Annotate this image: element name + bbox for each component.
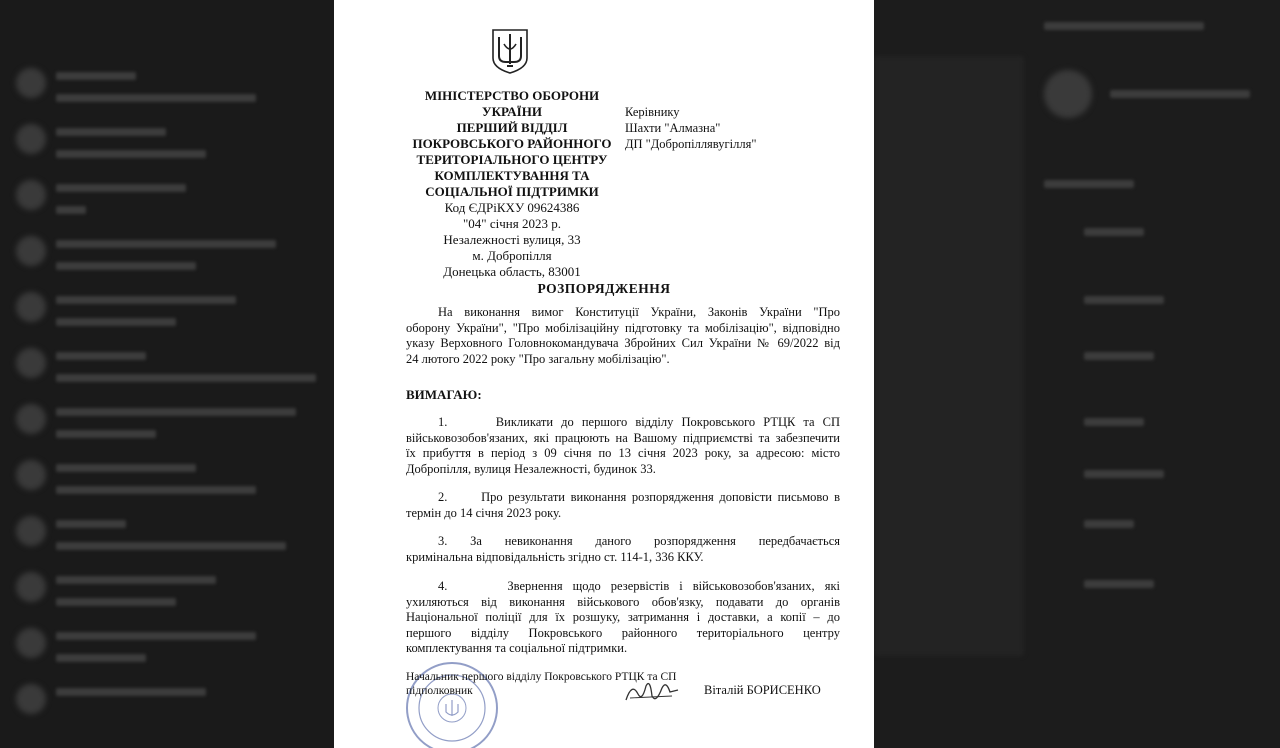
item-line: ухиляються від виконання військового обов'язку, подавати до органів: [406, 594, 840, 609]
item-line: Добропілля, вулиця Незалежності, будинок 33.: [406, 461, 656, 476]
blurred-text: [1084, 470, 1164, 478]
blurred-text: [56, 520, 126, 528]
avatar: [16, 516, 46, 546]
blurred-text: [56, 184, 186, 192]
avatar: [16, 348, 46, 378]
organization-header: [392, 88, 632, 280]
recipient-line: Шахти "Алмазна": [625, 121, 721, 135]
intro-line: 24 лютого 2022 року "Про загальну мобілізацію".: [406, 351, 670, 366]
position-line: Начальник першого відділу Покровського РТЦК та СП: [406, 671, 677, 683]
blurred-text: [56, 486, 256, 494]
org-region: Донецька область, 83001: [443, 264, 581, 279]
avatar: [16, 684, 46, 714]
item-line: Національної поліції для їх розшуку, затримання і доставки, а копії – до: [406, 610, 840, 624]
blurred-text: [1084, 352, 1154, 360]
blurred-text: [56, 654, 146, 662]
blurred-text: [56, 430, 156, 438]
org-line: СОЦІАЛЬНОЇ ПІДТРИМКИ: [425, 184, 599, 199]
blurred-right-panel: [874, 0, 1280, 748]
avatar: [16, 68, 46, 98]
blurred-text: [56, 542, 286, 550]
avatar: [16, 628, 46, 658]
blurred-text: [1084, 228, 1144, 236]
item-4: [406, 579, 840, 657]
blurred-text: [56, 150, 206, 158]
document-page: [334, 0, 874, 748]
item-1: [406, 415, 840, 477]
avatar: [16, 124, 46, 154]
blurred-text: [56, 464, 196, 472]
recipient-line: ДП "Добропіллявугілля": [625, 137, 757, 151]
org-line: ПЕРШИЙ ВІДДІЛ: [456, 120, 568, 135]
blurred-text: [1044, 180, 1134, 188]
intro-paragraph: [406, 305, 840, 367]
blurred-text: [56, 128, 166, 136]
org-street: Незалежності вулиця, 33: [443, 232, 581, 247]
blurred-text: [56, 72, 136, 80]
org-city: м. Добропілля: [472, 248, 552, 263]
blurred-text: [56, 352, 146, 360]
avatar: [1044, 70, 1092, 118]
avatar: [16, 236, 46, 266]
blurred-text: [56, 598, 176, 606]
signatory-name: Віталій БОРИСЕНКО: [704, 683, 821, 697]
trident-emblem-icon: [490, 28, 530, 74]
avatar: [16, 460, 46, 490]
item-line: термін до 14 січня 2023 року.: [406, 505, 562, 520]
org-line: ТЕРИТОРІАЛЬНОГО ЦЕНТРУ: [416, 152, 608, 167]
intro-line: На виконання вимог Конституції України, Законів України "Про: [438, 305, 840, 319]
item-3: [406, 534, 840, 565]
blurred-text: [1084, 418, 1144, 426]
blurred-sidebar: [874, 56, 1024, 656]
blurred-text: [1084, 296, 1164, 304]
item-line: 2. Про результати виконання розпорядження доповісти письмово в: [438, 490, 840, 504]
item-line: комплектування та соціальної підтримки.: [406, 641, 628, 655]
item-line: військовозобов'язаних, які працюють на Вашому підприємстві та забезпечити: [406, 430, 840, 445]
blurred-text: [1084, 580, 1154, 588]
blurred-text: [56, 296, 236, 304]
org-line: УКРАЇНИ: [482, 104, 542, 119]
blurred-text: [56, 318, 176, 326]
blurred-text: [1110, 90, 1250, 98]
demand-heading: ВИМАГАЮ:: [406, 387, 482, 402]
item-line: 4. Звернення щодо резервістів і військовозобов'язаних, які: [438, 579, 840, 593]
org-line: МІНІСТЕРСТВО ОБОРОНИ: [424, 88, 600, 103]
blurred-text: [56, 632, 256, 640]
item-line: 1. Викликати до першого відділу Покровського РТЦК та СП: [438, 415, 840, 429]
item-line: першого відділу Покровського районного територіального центру: [406, 625, 840, 640]
org-code: Код ЄДРіКХУ 09624386: [444, 200, 580, 215]
item-line: 3. За невиконання даного розпорядження передбачається: [438, 534, 840, 548]
handwritten-signature-icon: [622, 676, 682, 706]
blurred-text: [56, 688, 206, 696]
position-line: підполковник: [406, 685, 473, 697]
blurred-text: [56, 576, 216, 584]
org-line: ПОКРОВСЬКОГО РАЙОННОГО: [412, 136, 612, 151]
item-line: кримінальна відповідальність згідно ст. 114-1, 336 ККУ.: [406, 549, 704, 564]
recipient-block: [625, 104, 756, 152]
blurred-left-panel: [0, 0, 334, 748]
blurred-text: [56, 374, 316, 382]
intro-line: оборону України", "Про мобілізаційну підготовку та мобілізацію", відповідно: [406, 320, 840, 335]
recipient-line: Керівнику: [625, 105, 680, 119]
avatar: [16, 404, 46, 434]
blurred-text: [56, 408, 296, 416]
blurred-text: [1084, 520, 1134, 528]
item-2: [406, 490, 840, 521]
blurred-text: [56, 206, 86, 214]
org-line: КОМПЛЕКТУВАННЯ ТА: [434, 168, 590, 183]
document-title: РОЗПОРЯДЖЕННЯ: [537, 281, 671, 296]
blurred-text: [1044, 22, 1204, 30]
blurred-text: [56, 94, 256, 102]
blurred-text: [56, 240, 276, 248]
document-date: "04" січня 2023 р.: [463, 216, 561, 231]
avatar: [16, 292, 46, 322]
item-line: їх прибуття в період з 09 січня по 13 січня 2023 року, за адресою: місто: [406, 446, 840, 460]
intro-line: указу Верховного Головнокомандувача Збройних Сил України № 69/2022 від: [406, 336, 840, 350]
avatar: [16, 572, 46, 602]
blurred-text: [56, 262, 196, 270]
avatar: [16, 180, 46, 210]
